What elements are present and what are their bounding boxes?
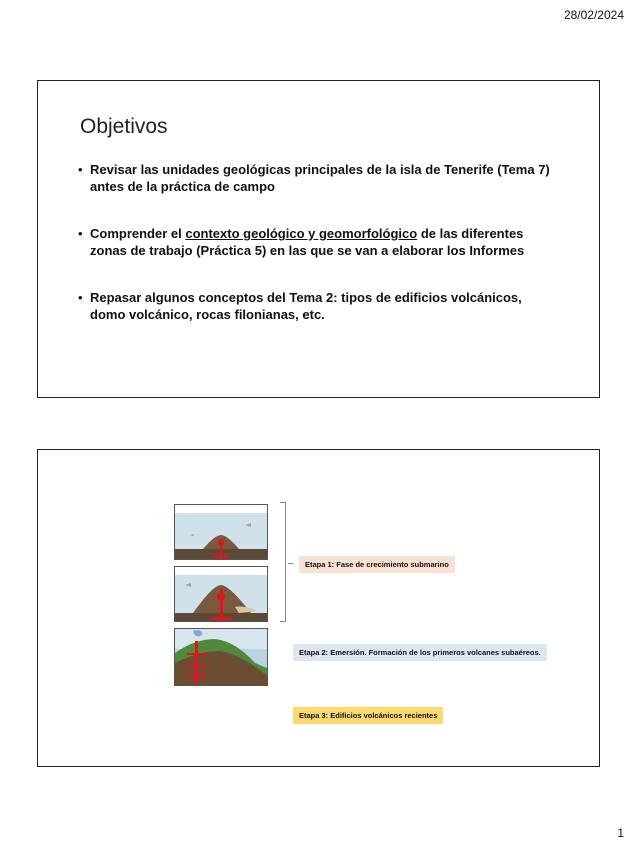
stage1-label: Etapa 1: Fase de crecimiento submarino: [299, 556, 455, 573]
stage1-illustration: [174, 504, 268, 560]
stage3-label: Etapa 3: Edificios volcánicos recientes: [293, 707, 443, 724]
stage2-illustration: [174, 628, 268, 686]
objective-item: [78, 289, 558, 323]
page-number: 1: [617, 826, 624, 840]
slide-volcanic-stages: [37, 449, 600, 767]
stage1-bracket-tick: [288, 563, 293, 564]
slide-title: Objetivos: [80, 115, 168, 138]
objective-text: de las diferentes zonas de trabajo (Práctica 5) en las que se van a elaborar los Informes: [90, 226, 525, 258]
objective-text: Repasar algunos conceptos del Tema 2: tipos de edificios volcánicos, domo volcánico, rocas filonianas, etc.: [90, 290, 522, 322]
objective-item: [78, 161, 558, 195]
stage1b-illustration: [174, 566, 268, 622]
stage1-bracket: [280, 502, 286, 622]
stage2-label: Etapa 2: Emersión. Formación de los primeros volcanes subaéreos.: [293, 644, 547, 661]
objective-text: Comprender el: [90, 226, 186, 241]
objective-text: Revisar las unidades geológicas principales de la isla de Tenerife (Tema 7) antes de la práctica de campo: [90, 162, 550, 194]
objectives-list: [78, 161, 558, 353]
date-header: 28/02/2024: [563, 8, 624, 22]
slide-objectives: [37, 80, 600, 398]
objective-item: [78, 225, 558, 259]
underlined-phrase: contexto geológico y geomorfológico: [185, 226, 418, 241]
